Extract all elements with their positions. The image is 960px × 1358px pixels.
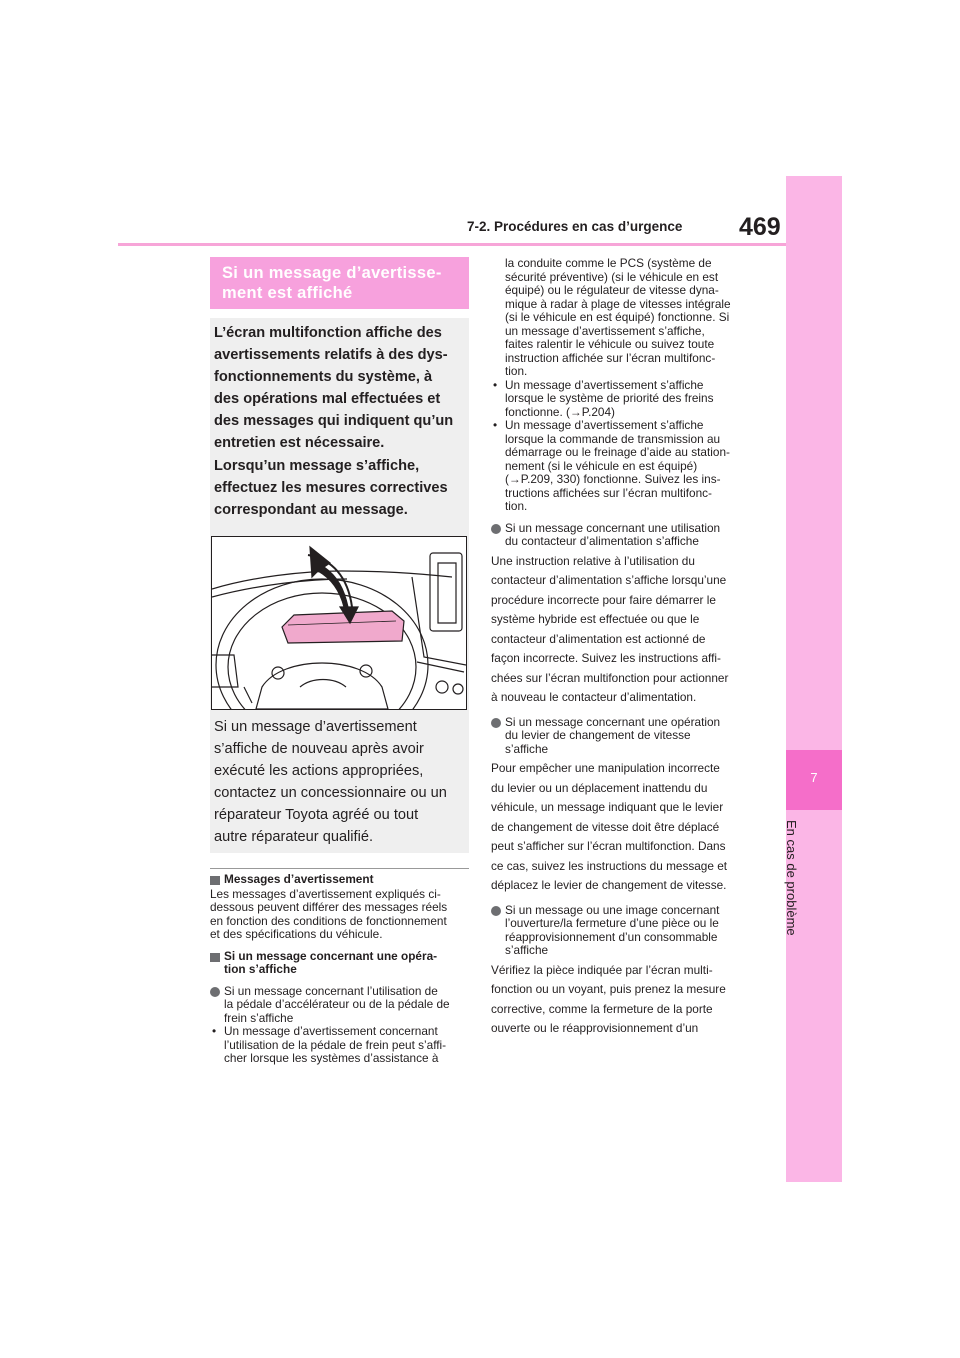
text-line: peut s’afficher sur l’écran multifonction. Dans (491, 839, 726, 853)
text-line: faites ralentir le véhicule ou suivez toute (505, 337, 715, 351)
topic-power-switch (491, 522, 757, 549)
text-line: ce cas, suivez les instructions du message et (491, 858, 728, 873)
text-line: Si un message concernant l’utilisation de (224, 983, 438, 998)
text-line: lorsque le système de priorité des freins (505, 391, 714, 405)
text-line: Messages d’avertissement (224, 872, 374, 886)
text-line: autre réparateur qualifié. (214, 829, 374, 846)
text-line: réparateur Toyota agréé ou tout (214, 807, 419, 824)
text-line: tructions affichées sur l’écran multifonc- (505, 485, 712, 500)
text-line: effectuez les mesures correctives (214, 479, 448, 496)
chapter-label: En cas de problème (784, 820, 799, 936)
circle-bullet-icon (491, 718, 501, 728)
page-number: 469 (739, 213, 781, 241)
dashboard-drawing (212, 537, 466, 709)
text-line: ouverte ou le réapprovisionnement d’un (491, 1021, 699, 1035)
subheading-warning-messages (210, 873, 469, 887)
text-line: L’écran multifonction affiche des (214, 325, 442, 341)
text-line: Pour empêcher une manipulation incorrecte (491, 761, 720, 775)
topic-shift-lever (491, 716, 757, 757)
summary-note-text (214, 716, 466, 849)
text-line: la conduite comme le PCS (système de (505, 256, 712, 270)
text-line: la pédale d’accélérateur ou de la pédale de (224, 997, 450, 1011)
text-line: lorsque la commande de transmission au (505, 431, 721, 446)
summary-bold-text (214, 322, 466, 521)
text-line: Un message d’avertissement s’affiche (505, 418, 704, 432)
text-line: Un message d’avertissement concernant (224, 1024, 438, 1038)
text-line: fonction ou un voyant, puis prenez la mesure (491, 982, 726, 996)
text-line: sécurité préventive) (si le véhicule en est (505, 269, 719, 284)
square-bullet-icon (210, 876, 220, 885)
text-line: s’affiche de nouveau après avoir (214, 741, 424, 758)
list-item-continued (491, 257, 757, 379)
text-line: avertissements relatifs à des dys- (214, 347, 448, 364)
circle-bullet-icon (210, 987, 220, 997)
text-line: contacteur d’alimentation s’affiche lorsqu’une (491, 573, 727, 587)
square-bullet-icon (210, 953, 220, 962)
text-line: équipé) ou le régulateur de vitesse dyna- (505, 283, 719, 297)
text-line: démarrage ou le freinage d’aide au station- (505, 445, 730, 459)
banner-line: Si un message d’avertisse- (222, 264, 442, 282)
list-item (210, 1025, 469, 1066)
text-line: nement (si le véhicule en est équipé) (505, 458, 698, 473)
text-line: cher lorsque les systèmes d’assistance à (224, 1051, 439, 1065)
text-line: fonctionne. (→P.204) (505, 404, 615, 419)
text-line: tion s’affiche (224, 962, 297, 976)
text-line: fonctionnements du système, à (214, 369, 433, 386)
text-line: (→P.209, 330) fonctionne. Suivez les ins- (505, 472, 721, 486)
text-line: réapprovisionnement d’un consommable (505, 929, 718, 944)
paragraph (210, 888, 469, 942)
text-line: du levier de changement de vitesse (505, 728, 691, 742)
text-line: et des spécifications du véhicule. (210, 927, 383, 941)
topic-pedal-message (210, 985, 469, 1026)
circle-bullet-icon (491, 524, 501, 534)
text-line: mique à radar à plage de vitesses intégrale (505, 296, 731, 311)
text-line: correspondant au message. (214, 501, 408, 518)
text-line: s’affiche (505, 741, 549, 756)
text-line: l’ouverture/la fermeture d’une pièce ou le (505, 916, 719, 930)
text-line: à nouveau le contacteur d’alimentation. (491, 690, 697, 704)
text-line: système hybride est effectuée ou que le (491, 612, 700, 626)
circle-bullet-icon (491, 906, 501, 916)
text-line: s’affiche (505, 943, 549, 957)
text-line: Si un message ou une image concernant (505, 902, 720, 917)
subheading-operation-message (210, 950, 469, 977)
text-line: Vérifiez la pièce indiquée par l’écran multi- (491, 962, 713, 977)
text-line: Lorsqu’un message s’affiche, (214, 457, 420, 474)
bullet-dot-icon: • (493, 377, 498, 392)
banner-line: ment est affiché (222, 284, 353, 302)
text-line: Si un message d’avertissement (214, 719, 417, 735)
text-line: chées sur l’écran multifonction pour actionner (491, 670, 729, 685)
chapter-label-wrap (784, 820, 804, 960)
paragraph (491, 961, 757, 1039)
text-line: de changement de vitesse doit être déplacé (491, 819, 720, 834)
text-line: (si le véhicule en est équipé) fonctionne. Si (505, 310, 730, 324)
text-line: tion. (505, 499, 528, 513)
text-line: instruction affichée sur l’écran multifonc- (505, 350, 716, 365)
text-line: véhicule, un message indiquant que le levier (491, 800, 724, 814)
text-line: en fonction des conditions de fonctionnement (210, 913, 447, 928)
text-line: contactez un concessionnaire ou un (214, 785, 447, 802)
chapter-side-tab (786, 176, 842, 1182)
list-item (491, 419, 757, 514)
text-line: Si un message concernant une opéra- (224, 948, 438, 963)
section-title: 7-2. Procédures en cas d’urgence (467, 219, 683, 234)
text-line: du contacteur d’alimentation s’affiche (505, 534, 699, 548)
list-item (491, 379, 757, 420)
text-line: Si un message concernant une opération (505, 714, 721, 729)
text-line: tion. (505, 364, 528, 378)
header-rule (118, 243, 786, 246)
text-line: frein s’affiche (224, 1010, 294, 1025)
bullet-dot-icon: • (212, 1024, 217, 1038)
dashboard-illustration (211, 536, 467, 710)
text-line: procédure incorrecte pour faire démarrer le (491, 592, 716, 607)
text-line: Une instruction relative à l’utilisation du (491, 553, 695, 568)
text-line: déplacez le levier de changement de vitesse. (491, 878, 727, 892)
text-line: façon incorrecte. Suivez les instructions affi- (491, 651, 721, 665)
text-line: entretien est nécessaire. (214, 435, 385, 452)
right-column (491, 257, 757, 1039)
text-line: corrective, comme la fermeture de la porte (491, 1001, 713, 1016)
text-line: du levier ou un déplacement inattendu du (491, 780, 708, 795)
paragraph (491, 759, 757, 896)
paragraph (491, 552, 757, 708)
text-line: Les messages d’avertissement expliqués ci- (210, 886, 441, 901)
text-line: des opérations mal effectuées et (214, 391, 441, 408)
text-line: exécuté les actions appropriées, (214, 763, 424, 780)
text-line: l’utilisation de la pédale de frein peut s’affi- (224, 1037, 447, 1052)
section-banner (210, 257, 469, 309)
text-line: des messages qui indiquent qu’un (214, 413, 454, 430)
text-line: dessous peuvent différer des messages réels (210, 900, 448, 914)
divider (210, 868, 469, 869)
text-line: contacteur d’alimentation est actionné de (491, 631, 706, 646)
text-line: un message d’avertissement s’affiche, (505, 323, 705, 338)
topic-part-consumable (491, 904, 757, 958)
left-column (210, 873, 469, 1066)
text-line: Si un message concernant une utilisation (505, 520, 721, 535)
chapter-number-tab (786, 750, 842, 810)
chapter-number: 7 (810, 770, 818, 785)
bullet-dot-icon: • (493, 418, 498, 432)
text-line: Un message d’avertissement s’affiche (505, 377, 704, 392)
